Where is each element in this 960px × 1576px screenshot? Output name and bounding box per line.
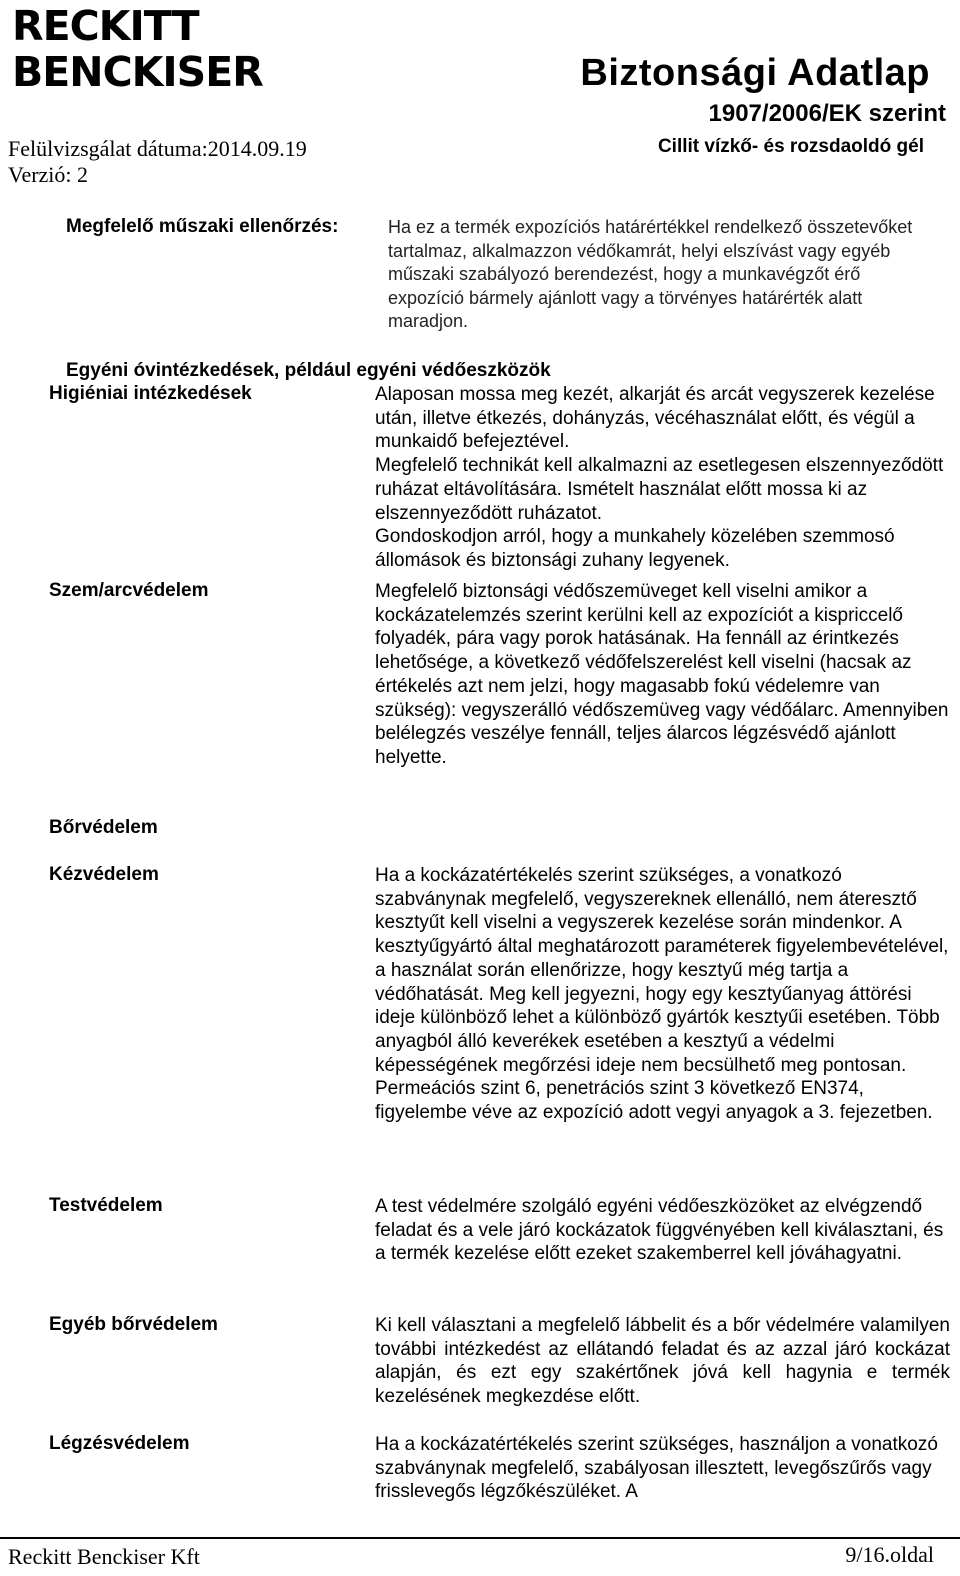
regulation-reference: 1907/2006/EK szerint: [708, 100, 946, 127]
respiratory-protection-text: Ha a kockázatértékelés szerint szükséges, használjon a vonatkozó szabványnak megfelelő, szabályosan illesztett, levegőszűrős vagy frisslevegős légzőkészüléket. A: [375, 1434, 938, 1503]
other-skin-protection-label: Egyéb bőrvédelem: [49, 1314, 218, 1335]
other-skin-protection-text: Ki kell választani a megfelelő lábbelit és a bőr védelmére valamilyen további intézkedést az ellátandó feladat és az azzal járó kockázat alapján, és ezt egy szakértőnek jóvá kell hagynia e termék kezelésének megkezdése előtt.: [375, 1315, 950, 1408]
logo-line-2: BENCKISER: [12, 48, 263, 96]
page-number: 9/16.oldal: [845, 1542, 934, 1567]
body-protection-text: A test védelmére szolgáló egyéni védőeszközöket az elvégzendő feladat és a vele járó kockázatok függvényében kell kiválasztani, és a termék kezelése előtt ezeket szakemberrel kell jóváhagyatni.: [375, 1196, 944, 1265]
footer-company: Reckitt Benckiser Kft: [8, 1544, 200, 1569]
logo-line-1: RECKITT: [12, 2, 199, 50]
ppe-heading: Egyéni óvintézkedések, például egyéni védőeszközök: [66, 360, 551, 381]
version: Verzió: 2: [8, 162, 89, 187]
body-protection-label: Testvédelem: [49, 1195, 163, 1216]
hygiene-paragraph: Gondoskodjon arról, hogy a munkahely közelében szemmosó állomások és biztonsági zuhany legyenek.: [375, 526, 895, 571]
hand-protection-label: Kézvédelem: [49, 864, 159, 885]
hygiene-label: Higiéniai intézkedések: [49, 383, 252, 404]
eye-protection-label: Szem/arcvédelem: [49, 580, 209, 601]
hygiene-text: [375, 383, 950, 573]
document-title: Biztonsági Adatlap: [580, 52, 930, 94]
revision-date: Felülvizsgálat dátuma:2014.09.19: [8, 136, 307, 161]
engineering-controls-label: Megfelelő műszaki ellenőrzés:: [66, 216, 339, 237]
eye-protection-text: Megfelelő biztonsági védőszemüveget kell viselni amikor a kockázatelemzés szerint kerülni kell az expozíciót a kispriccelő folyadék, pára vagy porok hatásának. Ha fennáll az érintkezés lehetősége, a következő védőfelszerelést kell viselni (hacsak az értékelés azt nem jelzi, hogy magasabb fokú védelemre van szükség): vegyszerálló védőszemüveg vagy védőálarc. Amennyiben belélegzés veszélye fennáll, teljes álarcos légzésvédő ajánlott helyette.: [375, 581, 949, 768]
respiratory-protection-label: Légzésvédelem: [49, 1433, 190, 1454]
footer-divider: [0, 1537, 960, 1539]
product-name: Cillit vízkő- és rozsdaoldó gél: [657, 136, 924, 157]
engineering-controls-text: Ha ez a termék expozíciós határértékkel rendelkező összetevőket tartalmaz, alkalmazzon védőkamrát, helyi elszívást vagy egyéb műszaki szabályozó berendezést, hogy a munkavégzőt érő expozíció bármely ajánlott vagy a törvényes határérték alatt maradjon.: [388, 217, 913, 332]
hygiene-paragraph: Megfelelő technikát kell alkalmazni az esetlegesen elszennyeződött ruházat eltávolítására. Ismételt használat előtt mossa ki az elszennyeződött ruházatot.: [375, 455, 944, 524]
company-logo: [12, 2, 263, 96]
hygiene-paragraph: Alaposan mossa meg kezét, alkarját és arcát vegyszerek kezelése után, illetve étkezés, dohányzás, vécéhasználat előtt, és végül a munkaidő befejeztével.: [375, 384, 935, 453]
hand-protection-text: Ha a kockázatértékelés szerint szükséges, a vonatkozó szabványnak megfelelő, vegyszereknek ellenálló, nem áteresztő kesztyűt kell viselni a vegyszerek kezelése során mindenkor. A kesztyűgyártó által meghatározott paraméterek figyelembevételével, a használat során ellenőrizze, hogy kesztyű még tartja a védőhatását. Meg kell jegyezni, hogy egy kesztyűanyag áttörési ideje különböző lehet a különböző gyártók kesztyűi esetében. Több anyagból álló keverékek esetében a kesztyű a védelmi képességének megőrzési ideje nem becsülhető meg pontosan. Permeációs szint 6, penetrációs szint 3 következő EN374, figyelembe véve az expozíció adott vegyi anyagok a 3. fejezetben.: [375, 865, 949, 1124]
skin-protection-label: Bőrvédelem: [49, 817, 158, 838]
